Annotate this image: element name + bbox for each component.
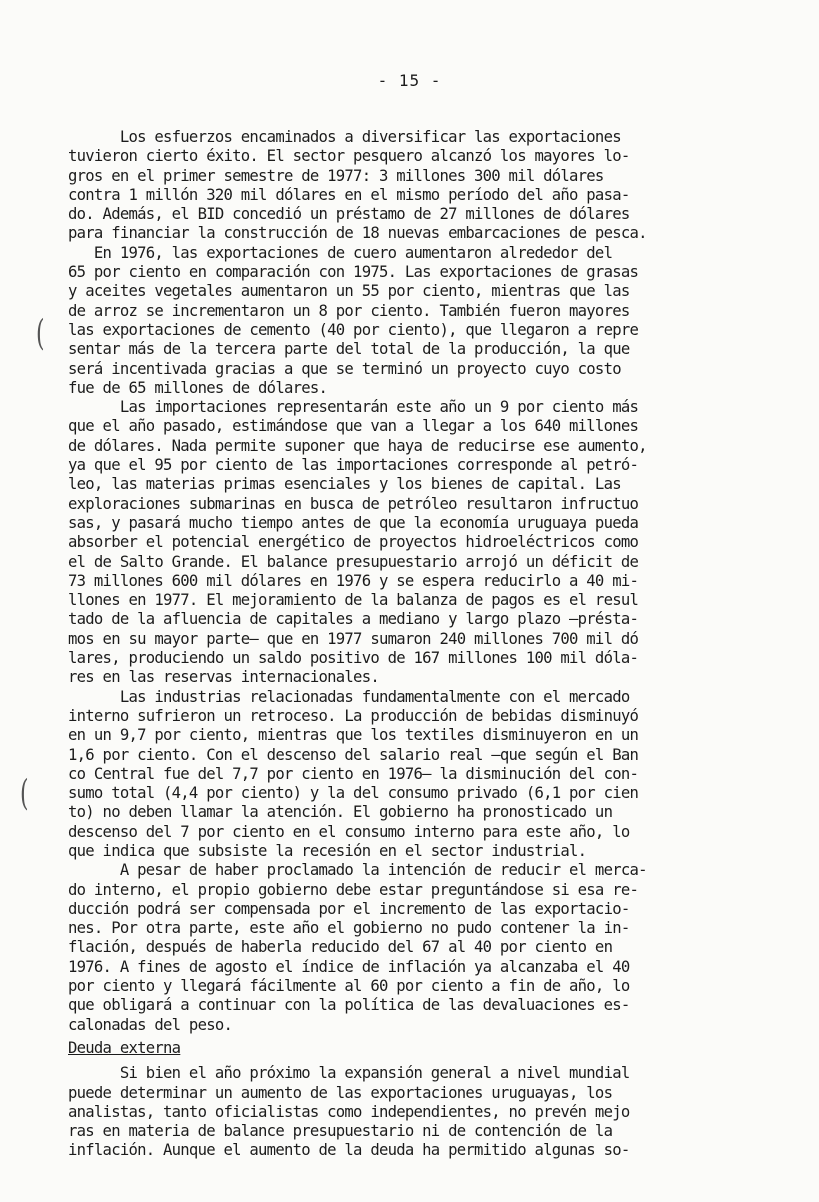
text-line: nes. Por otra parte, este año el gobierno no pudo contener la in- <box>68 919 630 938</box>
text-line: calonadas del peso. <box>68 1015 233 1034</box>
text-line: Los esfuerzos encaminados a diversificar las exportaciones <box>68 128 621 146</box>
text-line: mos en su mayor parte— que en 1977 sumaron 240 millones 700 mil dó <box>68 629 639 648</box>
paragraph <box>68 244 748 398</box>
text-line: que el año pasado, estimándose que van a llegar a los 640 millones <box>68 417 639 436</box>
text-line: ya que el 95 por ciento de las importaciones corresponde al petró- <box>68 456 639 475</box>
text-line: ras en materia de balance presupuestario ni de contención de la <box>68 1122 613 1141</box>
paragraph <box>68 128 748 244</box>
text-line: res en las reservas internacionales. <box>68 668 379 687</box>
text-line: Las importaciones representarán este año un 9 por ciento más <box>68 398 639 417</box>
text-line: y aceites vegetales aumentaron un 55 por ciento, mientras que las <box>68 282 630 301</box>
text-line: descenso del 7 por ciento en el consumo interno para este año, lo <box>68 822 630 841</box>
text-line: analistas, tanto oficialistas como independientes, no prevén mejo <box>68 1102 630 1121</box>
paragraph <box>68 861 748 1035</box>
text-line: será incentivada gracias a que se terminó un proyecto cuyo costo <box>68 359 621 378</box>
text-line: 1976. A fines de agosto el índice de inflación ya alcanzaba el 40 <box>68 957 630 976</box>
text-line: inflación. Aunque el aumento de la deuda ha permitido algunas so- <box>68 1141 630 1160</box>
text-line: que indica que subsiste la recesión en el sector industrial. <box>68 841 587 860</box>
text-line: fue de 65 millones de dólares. <box>68 378 328 397</box>
paragraph <box>68 1064 748 1160</box>
document-body <box>68 128 748 1161</box>
text-line: do. Además, el BID concedió un préstamo de 27 millones de dólares <box>68 205 630 224</box>
text-line: sentar más de la tercera parte del total de la producción, la que <box>68 340 630 359</box>
text-line: 73 millones 600 mil dólares en 1976 y se espera reducirlo a 40 mi- <box>68 571 639 590</box>
text-line: ducción podrá ser compensada por el incremento de las exportacio- <box>68 899 630 918</box>
text-line: lares, produciendo un saldo positivo de 167 millones 100 mil dóla- <box>68 649 639 668</box>
text-line: co Central fue del 7,7 por ciento en 1976— la disminución del con- <box>68 764 639 783</box>
text-line: de arroz se incrementaron un 8 por ciento. También fueron mayores <box>68 301 630 320</box>
text-line: contra 1 millón 320 mil dólares en el mismo período del año pasa- <box>68 185 630 204</box>
margin-bracket-mark: ( <box>20 774 29 815</box>
text-line: exploraciones submarinas en busca de petróleo resultaron infructuo <box>68 494 639 513</box>
page-number: - 15 - <box>377 71 442 90</box>
section-heading: Deuda externa <box>68 1038 181 1057</box>
text-line: absorber el potencial energético de proyectos hidroeléctricos como <box>68 533 639 552</box>
paragraph <box>68 398 748 687</box>
text-line: sumo total (4,4 por ciento) y la del consumo privado (6,1 por cien <box>68 784 639 803</box>
text-line: gros en el primer semestre de 1977: 3 millones 300 mil dólares <box>68 166 604 185</box>
text-line: de dólares. Nada permite suponer que haya de reducirse ese aumento, <box>68 436 647 455</box>
text-line: en un 9,7 por ciento, mientras que los textiles disminuyeron en un <box>68 726 639 745</box>
text-line: do interno, el propio gobierno debe estar preguntándose si esa re- <box>68 880 639 899</box>
text-line: En 1976, las exportaciones de cuero aumentaron alrededor del <box>68 243 613 262</box>
text-line: flación, después de haberla reducido del 67 al 40 por ciento en <box>68 938 613 957</box>
text-line: puede determinar un aumento de las exportaciones uruguayas, los <box>68 1083 613 1102</box>
text-line: tado de la afluencia de capitales a mediano y largo plazo —présta- <box>68 610 639 629</box>
text-line: que obligará a continuar con la política de las devaluaciones es- <box>68 996 630 1015</box>
text-line: llones en 1977. El mejoramiento de la balanza de pagos es el resul <box>68 591 639 610</box>
text-line: por ciento y llegará fácilmente al 60 por ciento a fin de año, lo <box>68 977 630 996</box>
text-line: sas, y pasará mucho tiempo antes de que la economía uruguaya pueda <box>68 513 639 532</box>
text-line: A pesar de haber proclamado la intención de reducir el merca- <box>68 861 647 880</box>
text-line: las exportaciones de cemento (40 por ciento), que llegaron a repre <box>68 320 639 339</box>
text-line: 65 por ciento en comparación con 1975. Las exportaciones de grasas <box>68 263 639 282</box>
text-line: tuvieron cierto éxito. El sector pesquero alcanzó los mayores lo- <box>68 147 630 166</box>
text-line: el de Salto Grande. El balance presupuestario arrojó un déficit de <box>68 552 639 571</box>
text-line: 1,6 por ciento. Con el descenso del salario real —que según el Ban <box>68 745 639 764</box>
text-line: Si bien el año próximo la expansión general a nivel mundial <box>68 1064 630 1083</box>
margin-bracket-mark: ( <box>36 314 45 355</box>
text-line: leo, las materias primas esenciales y los bienes de capital. Las <box>68 475 621 494</box>
text-line: para financiar la construcción de 18 nuevas embarcaciones de pesca. <box>68 224 647 243</box>
text-line: to) no deben llamar la atención. El gobierno ha pronosticado un <box>68 803 613 822</box>
text-line: interno sufrieron un retroceso. La producción de bebidas disminuyó <box>68 706 639 725</box>
text-line: Las industrias relacionadas fundamentalmente con el mercado <box>68 687 630 706</box>
paragraph <box>68 688 748 862</box>
